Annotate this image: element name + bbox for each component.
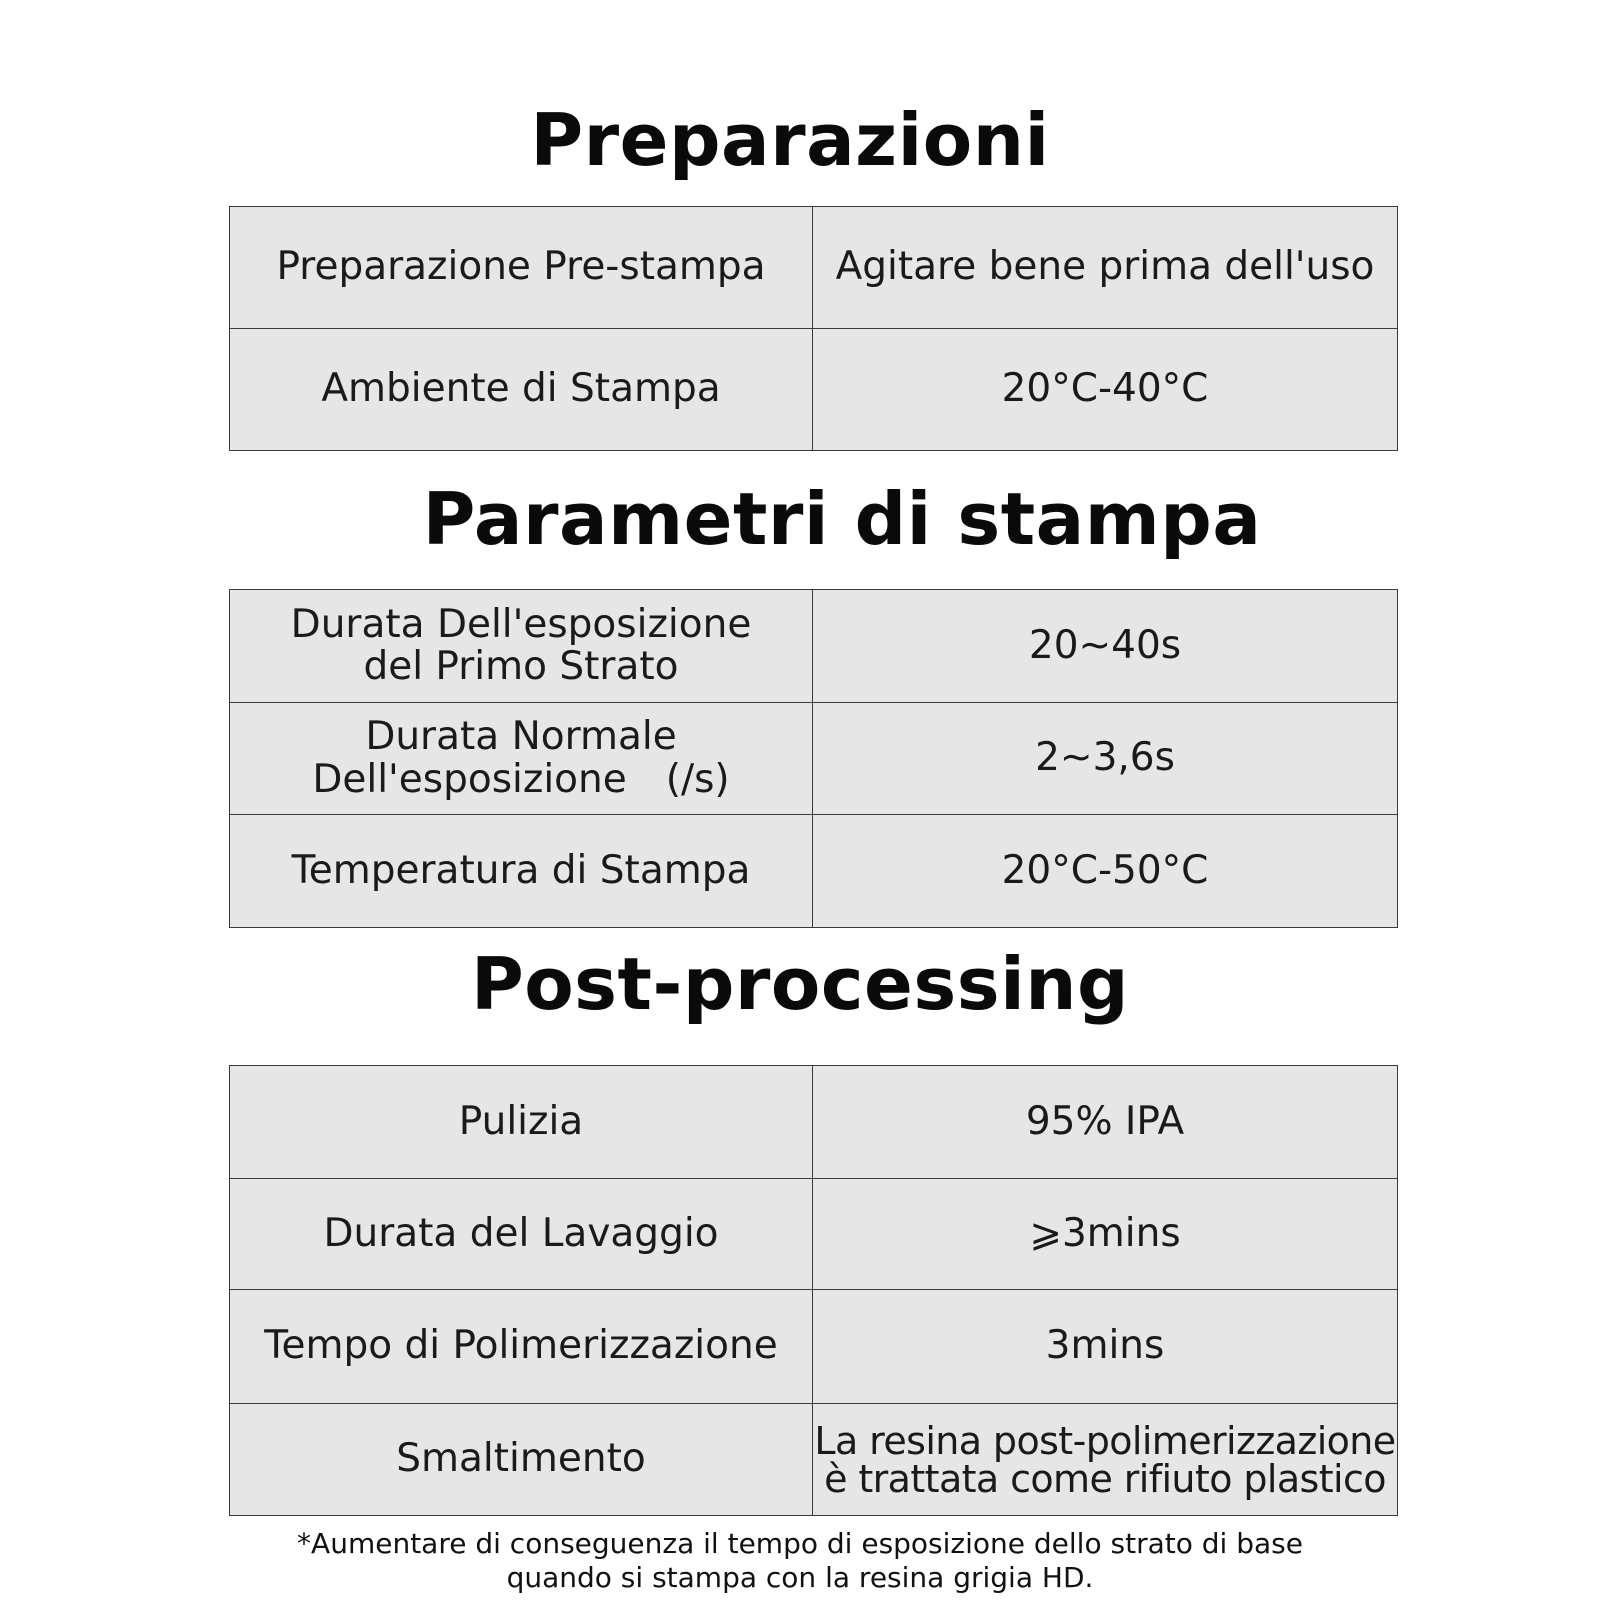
- parametri-table: [229, 589, 1398, 928]
- row-label: Durata del Lavaggio: [230, 1179, 813, 1290]
- preparazioni-table: [229, 206, 1398, 451]
- table-row: [230, 207, 1398, 329]
- row-value: 2~3,6s: [813, 703, 1398, 815]
- row-label: Tempo di Polimerizzazione: [230, 1290, 813, 1404]
- row-value: 20°C-40°C: [813, 329, 1398, 451]
- section-title-preparazioni: Preparazioni: [530, 98, 1050, 182]
- row-value: Agitare bene prima dell'uso: [813, 207, 1398, 329]
- table-row: [230, 1404, 1398, 1516]
- row-value: 20~40s: [813, 590, 1398, 703]
- section-title-post-processing: Post-processing: [470, 942, 1130, 1026]
- row-value: [813, 1404, 1398, 1516]
- table-row: [230, 815, 1398, 928]
- table-row: [230, 703, 1398, 815]
- table-row: [230, 1066, 1398, 1179]
- table-row: [230, 590, 1398, 703]
- row-label-line: Durata Normale: [365, 714, 677, 760]
- row-label-line: Dell'esposizione (/s): [312, 756, 730, 802]
- row-label-line: del Primo Strato: [363, 644, 679, 689]
- row-label-line: Durata Dell'esposizione: [290, 601, 752, 647]
- row-label: [230, 703, 813, 815]
- table-row: [230, 329, 1398, 451]
- row-label: Preparazione Pre-stampa: [230, 207, 813, 329]
- row-label: [230, 590, 813, 703]
- row-label: Ambiente di Stampa: [230, 329, 813, 451]
- row-label: Smaltimento: [230, 1404, 813, 1516]
- footnote: [0, 1527, 1600, 1595]
- row-label: Pulizia: [230, 1066, 813, 1179]
- row-value: 3mins: [813, 1290, 1398, 1404]
- row-value: 95% IPA: [813, 1066, 1398, 1179]
- table-row: [230, 1179, 1398, 1290]
- section-title-parametri: Parametri di stampa: [422, 477, 1262, 561]
- footnote-line: *Aumentare di conseguenza il tempo di esposizione dello strato di base: [297, 1527, 1303, 1560]
- row-value: ⩾3mins: [813, 1179, 1398, 1290]
- footnote-line: quando si stampa con la resina grigia HD.: [506, 1561, 1094, 1594]
- row-value: 20°C-50°C: [813, 815, 1398, 928]
- row-value-line: La resina post-polimerizzazione: [814, 1418, 1396, 1463]
- post-processing-table: [229, 1065, 1398, 1516]
- table-row: [230, 1290, 1398, 1404]
- row-value-line: è trattata come rifiuto plastico: [824, 1456, 1386, 1501]
- row-label: Temperatura di Stampa: [230, 815, 813, 928]
